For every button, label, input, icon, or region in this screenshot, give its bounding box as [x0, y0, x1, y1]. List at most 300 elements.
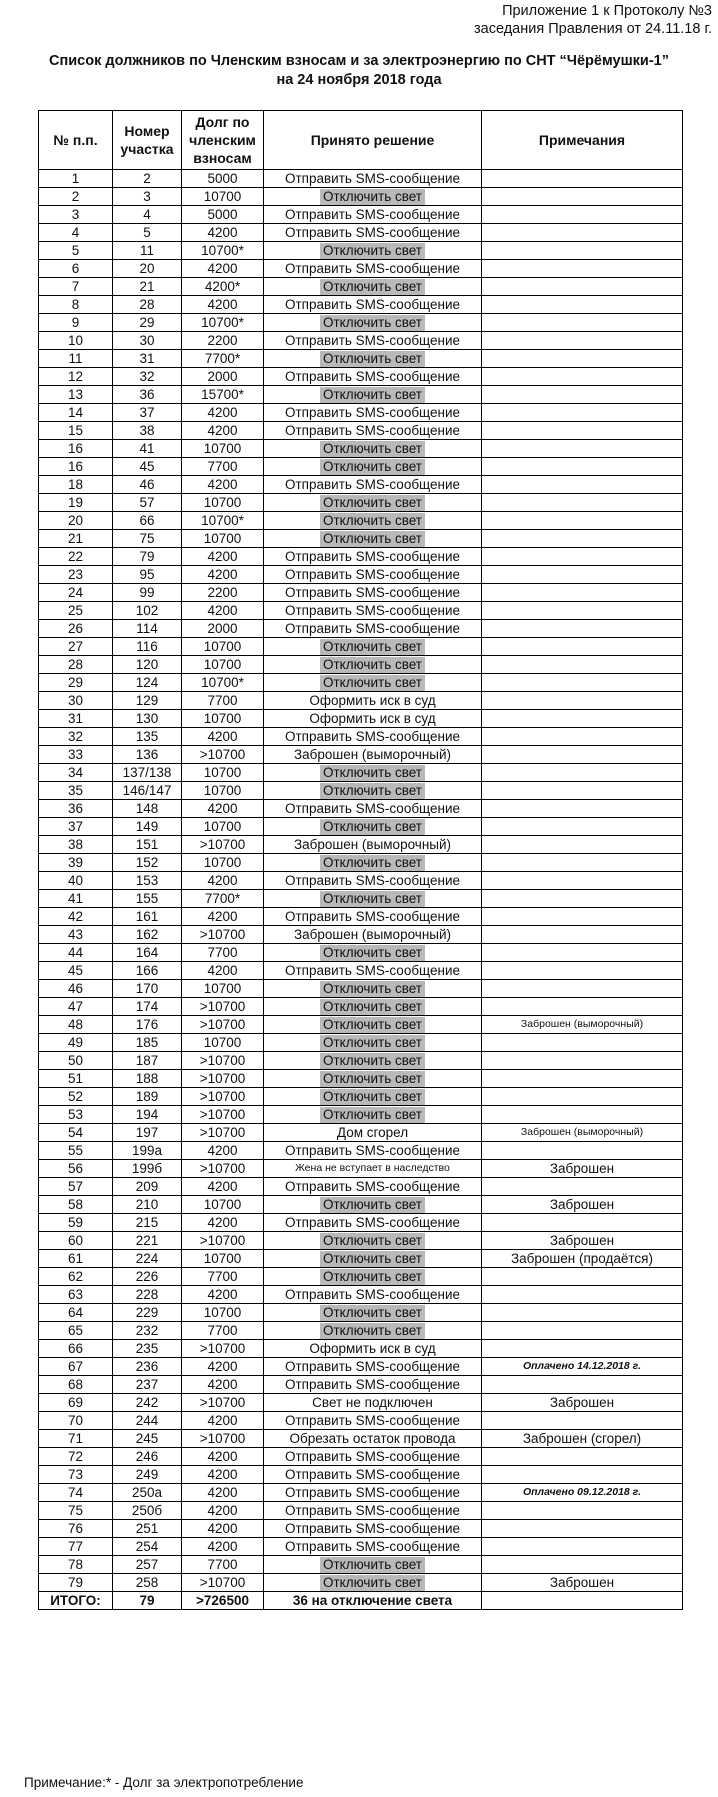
cell-plot: 210	[113, 1196, 182, 1214]
cell-decision: Отправить SMS-сообщение	[264, 1142, 482, 1160]
cell-decision: Заброшен (выморочный)	[264, 836, 482, 854]
cell-debt: 4200	[182, 1178, 264, 1196]
footnote: Примечание:* - Долг за электропотребление	[24, 1775, 304, 1790]
decision-highlight: Отключить свет	[320, 999, 425, 1015]
cell-debt: 4200	[182, 1502, 264, 1520]
cell-number: 18	[39, 476, 113, 494]
cell-notes	[482, 188, 683, 206]
cell-decision	[264, 1232, 482, 1250]
cell-debt: 10700	[182, 656, 264, 674]
cell-plot: 197	[113, 1124, 182, 1142]
decision-highlight: Отключить свет	[320, 675, 425, 691]
table-row	[39, 1124, 683, 1142]
table-row	[39, 746, 683, 764]
cell-plot: 31	[113, 350, 182, 368]
cell-plot: 228	[113, 1286, 182, 1304]
table-row	[39, 1250, 683, 1268]
table-row	[39, 1574, 683, 1592]
cell-number: 79	[39, 1574, 113, 1592]
cell-number: 66	[39, 1340, 113, 1358]
table-row	[39, 908, 683, 926]
cell-decision: Отправить SMS-сообщение	[264, 548, 482, 566]
table-row	[39, 710, 683, 728]
decision-highlight: Отключить свет	[320, 1233, 425, 1249]
cell-debt: >10700	[182, 1070, 264, 1088]
cell-notes	[482, 854, 683, 872]
cell-decision: Отправить SMS-сообщение	[264, 566, 482, 584]
cell-debt: 10700*	[182, 674, 264, 692]
table-row	[39, 890, 683, 908]
cell-decision	[264, 1196, 482, 1214]
cell-plot: 174	[113, 998, 182, 1016]
cell-notes: Заброшен (сгорел)	[482, 1430, 683, 1448]
cell-plot: 199б	[113, 1160, 182, 1178]
decision-highlight: Отключить свет	[320, 1575, 425, 1591]
cell-number: 22	[39, 548, 113, 566]
cell-number: 71	[39, 1430, 113, 1448]
cell-debt: 4200*	[182, 278, 264, 296]
cell-notes	[482, 584, 683, 602]
cell-debt: 2000	[182, 368, 264, 386]
cell-decision: Отправить SMS-сообщение	[264, 1178, 482, 1196]
table-row	[39, 368, 683, 386]
cell-plot: 164	[113, 944, 182, 962]
column-header-debt: Долг по членским взносам	[182, 111, 264, 170]
table-row	[39, 458, 683, 476]
cell-notes	[482, 566, 683, 584]
cell-decision: Отправить SMS-сообщение	[264, 206, 482, 224]
cell-notes	[482, 170, 683, 188]
cell-debt: >10700	[182, 1088, 264, 1106]
cell-plot: 135	[113, 728, 182, 746]
cell-number: 59	[39, 1214, 113, 1232]
title-line-2: на 24 ноября 2018 года	[276, 72, 442, 88]
table-row	[39, 998, 683, 1016]
table-row	[39, 1286, 683, 1304]
cell-decision	[264, 314, 482, 332]
cell-debt: 10700	[182, 980, 264, 998]
cell-decision: Заброшен (выморочный)	[264, 926, 482, 944]
cell-notes: Заброшен (выморочный)	[482, 1124, 683, 1142]
cell-decision	[264, 764, 482, 782]
cell-number: 50	[39, 1052, 113, 1070]
decision-highlight: Отключить свет	[320, 459, 425, 475]
cell-decision: Отправить SMS-сообщение	[264, 962, 482, 980]
decision-highlight: Отключить свет	[320, 279, 425, 295]
cell-debt: 4200	[182, 962, 264, 980]
cell-notes	[482, 1106, 683, 1124]
cell-debt: 10700	[182, 710, 264, 728]
cell-plot: 229	[113, 1304, 182, 1322]
cell-debt: 4200	[182, 548, 264, 566]
cell-number: 1	[39, 170, 113, 188]
cell-decision	[264, 1088, 482, 1106]
cell-notes	[482, 1520, 683, 1538]
cell-plot: 11	[113, 242, 182, 260]
cell-notes	[482, 908, 683, 926]
table-row	[39, 242, 683, 260]
cell-number: 41	[39, 890, 113, 908]
table-row	[39, 764, 683, 782]
cell-number: 55	[39, 1142, 113, 1160]
cell-number: 72	[39, 1448, 113, 1466]
cell-decision	[264, 1250, 482, 1268]
cell-plot: 129	[113, 692, 182, 710]
cell-notes	[482, 782, 683, 800]
cell-number: 60	[39, 1232, 113, 1250]
cell-notes	[482, 944, 683, 962]
cell-plot: 2	[113, 170, 182, 188]
cell-number: 37	[39, 818, 113, 836]
decision-highlight: Отключить свет	[320, 1269, 425, 1285]
table-row	[39, 800, 683, 818]
cell-debt: 10700	[182, 1250, 264, 1268]
decision-highlight: Отключить свет	[320, 531, 425, 547]
cell-notes	[482, 296, 683, 314]
cell-number: 75	[39, 1502, 113, 1520]
cell-plot: 250б	[113, 1502, 182, 1520]
table-row	[39, 1538, 683, 1556]
cell-notes	[482, 548, 683, 566]
cell-number: 32	[39, 728, 113, 746]
cell-plot: 146/147	[113, 782, 182, 800]
cell-plot: 136	[113, 746, 182, 764]
cell-decision	[264, 1304, 482, 1322]
table-row	[39, 1556, 683, 1574]
cell-debt: >10700	[182, 1124, 264, 1142]
cell-plot: 246	[113, 1448, 182, 1466]
total-row	[39, 1592, 683, 1610]
cell-notes	[482, 1286, 683, 1304]
cell-decision	[264, 1574, 482, 1592]
cell-notes	[482, 1376, 683, 1394]
cell-notes	[482, 728, 683, 746]
cell-decision: Отправить SMS-сообщение	[264, 728, 482, 746]
cell-decision: Отправить SMS-сообщение	[264, 1286, 482, 1304]
cell-debt: >10700	[182, 1052, 264, 1070]
table-row	[39, 674, 683, 692]
cell-notes: Заброшен	[482, 1394, 683, 1412]
cell-notes	[482, 1142, 683, 1160]
decision-highlight: Отключить свет	[320, 819, 425, 835]
cell-debt: 10700*	[182, 512, 264, 530]
cell-number: 45	[39, 962, 113, 980]
cell-decision	[264, 1016, 482, 1034]
cell-number: 20	[39, 512, 113, 530]
cell-plot: 235	[113, 1340, 182, 1358]
cell-debt: >10700	[182, 1340, 264, 1358]
decision-highlight: Отключить свет	[320, 1305, 425, 1321]
cell-debt: 7700*	[182, 350, 264, 368]
table-row	[39, 1070, 683, 1088]
cell-notes	[482, 494, 683, 512]
cell-debt: 4200	[182, 908, 264, 926]
cell-plot: 166	[113, 962, 182, 980]
cell-plot: 194	[113, 1106, 182, 1124]
cell-plot: 251	[113, 1520, 182, 1538]
cell-decision: Отправить SMS-сообщение	[264, 1502, 482, 1520]
cell-plot: 38	[113, 422, 182, 440]
cell-notes	[482, 692, 683, 710]
table-row	[39, 476, 683, 494]
cell-debt: 4200	[182, 260, 264, 278]
table-row	[39, 656, 683, 674]
cell-notes	[482, 1340, 683, 1358]
header-line-1: Приложение 1 к Протоколу №3	[502, 3, 712, 19]
decision-highlight: Отключить свет	[320, 1107, 425, 1123]
cell-plot: 95	[113, 566, 182, 584]
cell-notes	[482, 1052, 683, 1070]
cell-plot: 102	[113, 602, 182, 620]
table-row	[39, 1088, 683, 1106]
decision-highlight: Отключить свет	[320, 783, 425, 799]
cell-decision	[264, 1034, 482, 1052]
cell-decision: Отправить SMS-сообщение	[264, 800, 482, 818]
cell-debt: 4200	[182, 224, 264, 242]
table-row	[39, 404, 683, 422]
cell-number: 69	[39, 1394, 113, 1412]
cell-debt: 15700*	[182, 386, 264, 404]
table-row	[39, 1484, 683, 1502]
cell-plot: 79	[113, 548, 182, 566]
cell-debt: 10700	[182, 638, 264, 656]
cell-debt: 4200	[182, 422, 264, 440]
cell-decision	[264, 494, 482, 512]
cell-debt: 4200	[182, 296, 264, 314]
cell-plot: 5	[113, 224, 182, 242]
cell-number: 19	[39, 494, 113, 512]
cell-notes	[482, 1448, 683, 1466]
cell-plot: 151	[113, 836, 182, 854]
cell-number: 16	[39, 440, 113, 458]
cell-plot: 21	[113, 278, 182, 296]
decision-highlight: Отключить свет	[320, 351, 425, 367]
cell-plot: 258	[113, 1574, 182, 1592]
cell-decision: Свет не подключен	[264, 1394, 482, 1412]
cell-decision	[264, 512, 482, 530]
header-line-2: заседания Правления от 24.11.18 г.	[473, 21, 712, 37]
table-row	[39, 386, 683, 404]
cell-decision: Дом сгорел	[264, 1124, 482, 1142]
cell-plot: 45	[113, 458, 182, 476]
cell-decision: Жена не вступает в наследство	[264, 1160, 482, 1178]
cell-number: 65	[39, 1322, 113, 1340]
table-row	[39, 1232, 683, 1250]
cell-plot: 4	[113, 206, 182, 224]
decision-highlight: Отключить свет	[320, 1053, 425, 1069]
cell-decision: Отправить SMS-сообщение	[264, 872, 482, 890]
cell-decision	[264, 980, 482, 998]
table-row	[39, 1412, 683, 1430]
cell-plot: 242	[113, 1394, 182, 1412]
cell-plot: 185	[113, 1034, 182, 1052]
table-row	[39, 566, 683, 584]
cell-decision	[264, 674, 482, 692]
table-row	[39, 1304, 683, 1322]
table-row	[39, 1034, 683, 1052]
decision-highlight: Отключить свет	[320, 855, 425, 871]
cell-notes: Оплачено 14.12.2018 г.	[482, 1358, 683, 1376]
cell-number: 3	[39, 206, 113, 224]
decision-highlight: Отключить свет	[320, 495, 425, 511]
cell-debt: 10700	[182, 1304, 264, 1322]
cell-plot: 226	[113, 1268, 182, 1286]
cell-number: 11	[39, 350, 113, 368]
cell-debt: 7700	[182, 458, 264, 476]
cell-decision	[264, 1268, 482, 1286]
cell-debt: 7700	[182, 1322, 264, 1340]
cell-plot: 29	[113, 314, 182, 332]
total-label: ИТОГО:	[39, 1592, 113, 1610]
cell-number: 63	[39, 1286, 113, 1304]
cell-notes	[482, 1070, 683, 1088]
cell-decision	[264, 242, 482, 260]
cell-decision	[264, 656, 482, 674]
cell-decision	[264, 530, 482, 548]
cell-decision	[264, 386, 482, 404]
title-line-1: Список должников по Членским взносам и за электроэнергию по СНТ “Чёрёмушки-1”	[49, 53, 669, 69]
cell-debt: 5000	[182, 170, 264, 188]
cell-notes	[482, 1268, 683, 1286]
cell-notes	[482, 980, 683, 998]
cell-debt: 7700	[182, 944, 264, 962]
cell-debt: >10700	[182, 1430, 264, 1448]
decision-highlight: Отключить свет	[320, 315, 425, 331]
table-row	[39, 350, 683, 368]
table-row	[39, 1214, 683, 1232]
cell-debt: 7700	[182, 1556, 264, 1574]
table-row	[39, 1520, 683, 1538]
cell-number: 62	[39, 1268, 113, 1286]
table-row	[39, 1340, 683, 1358]
cell-debt: 4200	[182, 1142, 264, 1160]
cell-number: 61	[39, 1250, 113, 1268]
cell-decision: Отправить SMS-сообщение	[264, 1358, 482, 1376]
decision-highlight: Отключить свет	[320, 981, 425, 997]
cell-decision: Отправить SMS-сообщение	[264, 404, 482, 422]
cell-notes	[482, 656, 683, 674]
cell-decision	[264, 1322, 482, 1340]
cell-notes	[482, 674, 683, 692]
cell-plot: 170	[113, 980, 182, 998]
cell-decision	[264, 278, 482, 296]
cell-notes	[482, 1034, 683, 1052]
table-row	[39, 440, 683, 458]
table-row	[39, 818, 683, 836]
cell-number: 76	[39, 1520, 113, 1538]
cell-number: 12	[39, 368, 113, 386]
cell-debt: 4200	[182, 1448, 264, 1466]
cell-debt: >10700	[182, 1232, 264, 1250]
cell-decision	[264, 890, 482, 908]
table-row	[39, 512, 683, 530]
cell-decision	[264, 998, 482, 1016]
cell-number: 36	[39, 800, 113, 818]
cell-decision: Отправить SMS-сообщение	[264, 1466, 482, 1484]
cell-decision	[264, 1052, 482, 1070]
cell-notes	[482, 620, 683, 638]
table-row	[39, 422, 683, 440]
cell-notes	[482, 458, 683, 476]
cell-decision	[264, 188, 482, 206]
cell-debt: >10700	[182, 1160, 264, 1178]
cell-number: 78	[39, 1556, 113, 1574]
table-row	[39, 584, 683, 602]
cell-plot: 124	[113, 674, 182, 692]
decision-highlight: Отключить свет	[320, 1017, 425, 1033]
cell-debt: 7700	[182, 692, 264, 710]
table-row	[39, 1358, 683, 1376]
total-decision: 36 на отключение света	[264, 1592, 482, 1610]
cell-notes	[482, 206, 683, 224]
cell-plot: 257	[113, 1556, 182, 1574]
decision-highlight: Отключить свет	[320, 1071, 425, 1087]
cell-plot: 37	[113, 404, 182, 422]
cell-number: 2	[39, 188, 113, 206]
cell-plot: 250а	[113, 1484, 182, 1502]
cell-number: 24	[39, 584, 113, 602]
cell-plot: 249	[113, 1466, 182, 1484]
cell-debt: >10700	[182, 746, 264, 764]
decision-highlight: Отключить свет	[320, 1557, 425, 1573]
cell-number: 64	[39, 1304, 113, 1322]
table-row	[39, 1178, 683, 1196]
cell-number: 52	[39, 1088, 113, 1106]
cell-number: 49	[39, 1034, 113, 1052]
cell-plot: 161	[113, 908, 182, 926]
total-debt: >726500	[182, 1592, 264, 1610]
cell-number: 58	[39, 1196, 113, 1214]
cell-plot: 237	[113, 1376, 182, 1394]
cell-number: 68	[39, 1376, 113, 1394]
cell-debt: 4200	[182, 566, 264, 584]
table-row	[39, 314, 683, 332]
cell-number: 26	[39, 620, 113, 638]
cell-debt: 10700	[182, 818, 264, 836]
table-row	[39, 1196, 683, 1214]
cell-plot: 245	[113, 1430, 182, 1448]
decision-highlight: Отключить свет	[320, 387, 425, 403]
cell-number: 47	[39, 998, 113, 1016]
cell-decision	[264, 1106, 482, 1124]
table-row	[39, 1376, 683, 1394]
cell-notes: Заброшен	[482, 1196, 683, 1214]
cell-debt: 4200	[182, 1520, 264, 1538]
cell-number: 28	[39, 656, 113, 674]
cell-notes	[482, 242, 683, 260]
cell-plot: 57	[113, 494, 182, 512]
cell-decision: Отправить SMS-сообщение	[264, 1412, 482, 1430]
cell-number: 35	[39, 782, 113, 800]
table-row	[39, 638, 683, 656]
cell-decision	[264, 944, 482, 962]
cell-debt: 2200	[182, 332, 264, 350]
cell-plot: 148	[113, 800, 182, 818]
cell-number: 21	[39, 530, 113, 548]
cell-decision: Отправить SMS-сообщение	[264, 584, 482, 602]
cell-number: 27	[39, 638, 113, 656]
cell-plot: 152	[113, 854, 182, 872]
cell-debt: 4200	[182, 1358, 264, 1376]
cell-decision: Отправить SMS-сообщение	[264, 170, 482, 188]
debtors-table	[38, 110, 683, 1610]
table-row	[39, 872, 683, 890]
cell-debt: 4200	[182, 1538, 264, 1556]
cell-decision: Отправить SMS-сообщение	[264, 1484, 482, 1502]
cell-debt: 4200	[182, 476, 264, 494]
table-row	[39, 944, 683, 962]
decision-highlight: Отключить свет	[320, 441, 425, 457]
